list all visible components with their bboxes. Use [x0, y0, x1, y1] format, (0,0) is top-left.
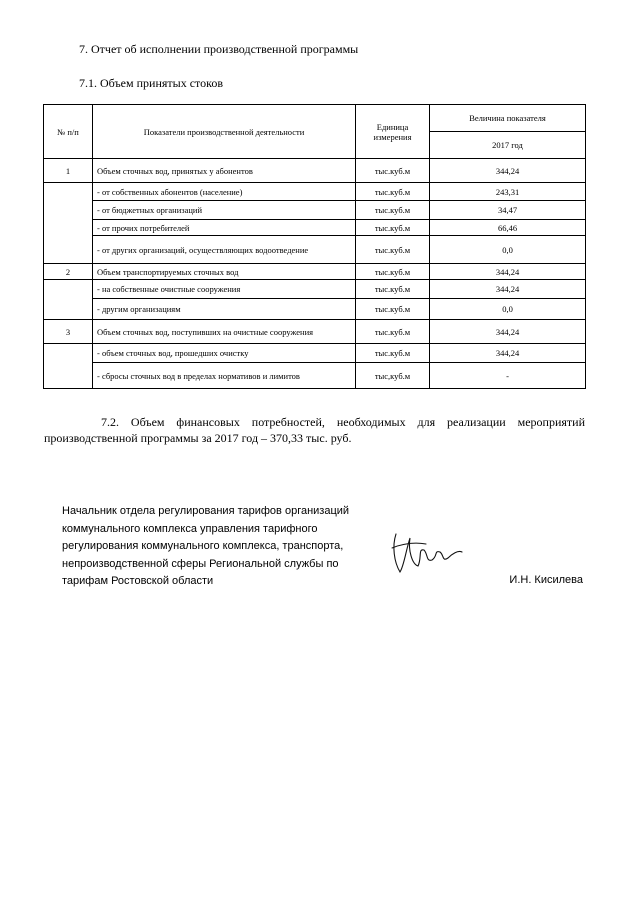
- table-row: [44, 236, 586, 264]
- table-row: [44, 344, 586, 363]
- row-unit: тыс.куб.м: [356, 201, 430, 220]
- row-indicator: - от собственных абонентов (население): [93, 183, 356, 201]
- row-value: 344,24: [430, 320, 586, 344]
- row-unit: тыс.куб.м: [356, 264, 430, 280]
- table-row: [44, 320, 586, 344]
- table-row: [44, 363, 586, 389]
- row-unit: тыс,куб.м: [356, 363, 430, 389]
- row-value: 66,46: [430, 220, 586, 236]
- financial-needs-line-2: производственной программы за 2017 год – 370,33 тыс. руб.: [44, 431, 352, 445]
- row-unit: тыс.куб.м: [356, 159, 430, 183]
- row-indicator: - от бюджетных организаций: [93, 201, 356, 220]
- table-row: [44, 159, 586, 183]
- subsection-title: 7.1. Объем принятых стоков: [79, 76, 223, 90]
- table-row: [44, 183, 586, 201]
- row-indicator: - сбросы сточных вод в пределах нормативов и лимитов: [93, 363, 356, 389]
- financial-needs-paragraph: [44, 414, 585, 446]
- handwritten-signature: [388, 528, 468, 578]
- row-number: 3: [44, 320, 93, 344]
- row-value: -: [430, 363, 586, 389]
- signatory-position-line: тарифам Ростовской области: [62, 575, 214, 588]
- row-value: 344,24: [430, 159, 586, 183]
- header-value: Величина показателя: [430, 105, 586, 132]
- table-row: [44, 201, 586, 220]
- wastewater-volume-table: [43, 104, 586, 389]
- row-unit: тыс.куб.м: [356, 320, 430, 344]
- signatory-position-line: коммунального комплекса управления тарифного: [62, 522, 318, 535]
- row-value: 0,0: [430, 299, 586, 320]
- row-value: 34,47: [430, 201, 586, 220]
- section-title: 7. Отчет об исполнении производственной программы: [79, 42, 359, 56]
- signatory-position: [62, 503, 372, 591]
- row-unit: тыс.куб.м: [356, 183, 430, 201]
- row-unit: тыс.куб.м: [356, 299, 430, 320]
- row-number: [44, 280, 93, 320]
- row-value: 344,24: [430, 280, 586, 299]
- row-value: 344,24: [430, 264, 586, 280]
- table-row: [44, 280, 586, 299]
- header-year: 2017 год: [430, 132, 586, 159]
- row-indicator: - другим организациям: [93, 299, 356, 320]
- row-number: [44, 344, 93, 389]
- signatory-name: И.Н. Кисилева: [509, 574, 583, 586]
- header-number: № п/п: [44, 105, 93, 159]
- signatory-position-line: регулирования коммунального комплекса, транспорта,: [62, 540, 344, 553]
- row-unit: тыс.куб.м: [356, 236, 430, 264]
- row-unit: тыс.куб.м: [356, 280, 430, 299]
- header-unit: Единица измерения: [356, 105, 430, 159]
- row-value: 344,24: [430, 344, 586, 363]
- row-indicator: - объем сточных вод, прошедших очистку: [93, 344, 356, 363]
- row-indicator: Объем сточных вод, поступивших на очистные сооружения: [93, 320, 356, 344]
- row-number: [44, 183, 93, 264]
- row-unit: тыс.куб.м: [356, 220, 430, 236]
- table-row: [44, 264, 586, 280]
- signatory-position-line: непроизводственной сферы Региональной службы по: [62, 557, 339, 570]
- row-unit: тыс.куб.м: [356, 344, 430, 363]
- row-number: 2: [44, 264, 93, 280]
- table-row: [44, 299, 586, 320]
- financial-needs-line-1: 7.2. Объем финансовых потребностей, необходимых для реализации мероприятий: [101, 415, 585, 429]
- row-indicator: Объем транспортируемых сточных вод: [93, 264, 356, 280]
- row-indicator: - от прочих потребителей: [93, 220, 356, 236]
- signatory-position-line: Начальник отдела регулирования тарифов организаций: [62, 505, 350, 517]
- row-indicator: Объем сточных вод, принятых у абонентов: [93, 159, 356, 183]
- header-indicator: Показатели производственной деятельности: [93, 105, 356, 159]
- row-number: 1: [44, 159, 93, 183]
- table-header-row: [44, 105, 586, 132]
- row-value: 243,31: [430, 183, 586, 201]
- row-indicator: - на собственные очистные сооружения: [93, 280, 356, 299]
- table-row: [44, 220, 586, 236]
- row-value: 0,0: [430, 236, 586, 264]
- row-indicator: - от других организаций, осуществляющих водоотведение: [93, 236, 356, 264]
